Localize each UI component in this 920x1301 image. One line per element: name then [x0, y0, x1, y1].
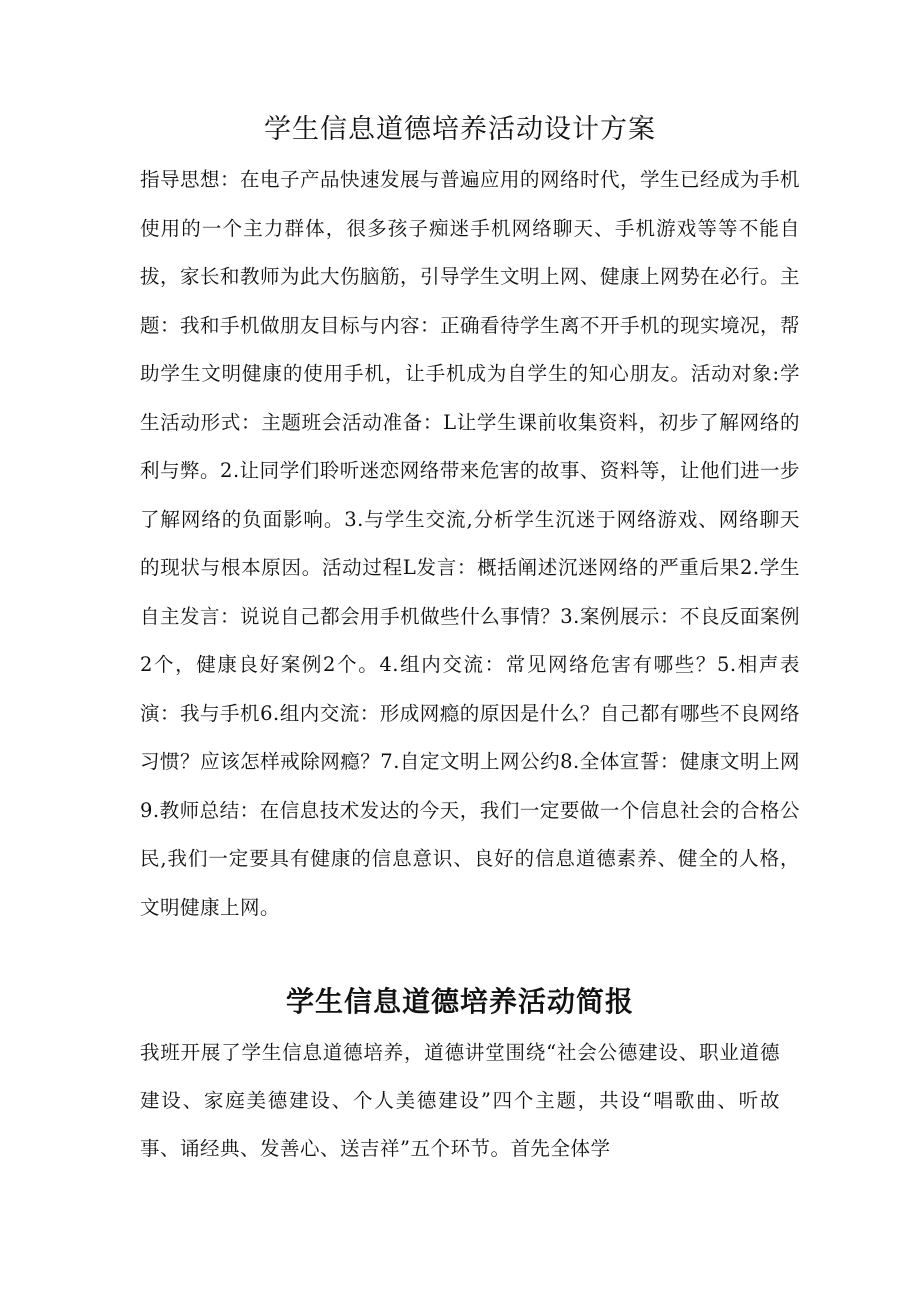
report-title: 学生信息道德培养活动简报	[285, 985, 634, 1018]
plan-body-text: 指导思想：在电子产品快速发展与普遍应用的网络时代，学生已经成为手机使用的一个主力群体，很多孩子痴迷手机网络聊天、手机游戏等等不能自拔，家长和教师为此大伤脑筋，引导学生文明上网、健康上网势在必行。主题：我和手机做朋友目标与内容：正确看待学生离不开手机的现实境况，帮助学生文明健康的使用手机，让手机成为自学生的知心朋友。活动对象:学生活动形式：主题班会活动准备：L让学生课前收集资料，初步了解网络的利与弊。2.让同学们聆听迷恋网络带来危害的故事、资料等，让他们进一步了解网络的负面影响。3.与学生交流,分析学生沉迷于网络游戏、网络聊天的现状与根本原因。活动过程L发言：概括阐述沉迷网络的严重后果2.学生自主发言：说说自己都会用手机做些什么事情？3.案例展示：不良反面案例2个，健康良好案例2个。4.组内交流：常见网络危害有哪些？5.相声表演：我与手机6.组内交流：形成网瘾的原因是什么？自己都有哪些不良网络习惯？应该怎样戒除网瘾？7.自定文明上网公约8.全体宣誓：健康文明上网9.教师总结：在信息技术发达的今天，我们一定要做一个信息社会的合格公民,我们一定要具有健康的信息意识、良好的信息道德素养、健全的人格，文明健康上网。	[140, 168, 801, 919]
report-body-text: 我班开展了学生信息道德培养，道德讲堂围绕“社会公德建设、职业道德建设、家庭美德建设、个人美德建设”四个主题，共设“唱歌曲、听故事、诵经典、发善心、送吉祥”五个环节。首先全体学	[140, 1041, 780, 1160]
plan-title: 学生信息道德培养活动设计方案	[264, 114, 656, 145]
